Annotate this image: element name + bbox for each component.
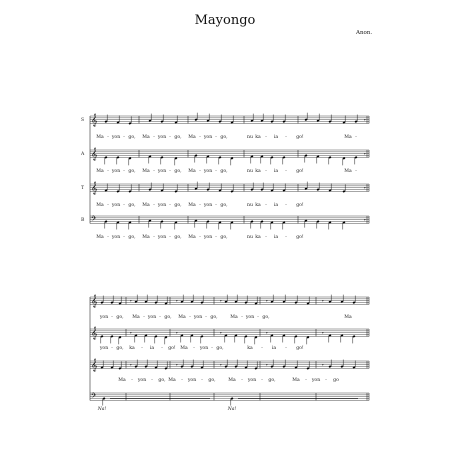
lyric-syllable: Ma [178,315,186,320]
tie-line [238,398,358,399]
lyric-syllable: go, [174,203,182,208]
lyric-syllable: ia [271,346,277,351]
lyric-syllable: yon [203,169,213,174]
lyric-syllable: - [151,378,153,383]
lyric-syllable: Ma [142,135,150,140]
lyric-syllable: yon [247,378,257,383]
lyric-syllable: go! [296,235,304,240]
treble-clef-icon: 𝄞 [91,358,98,372]
lyric-syllable: go, [220,203,228,208]
lyric-syllable: go! [296,346,304,351]
lyric-syllable: - [169,135,171,140]
lyric-syllable: - [265,169,267,174]
lyric-syllable: - [143,315,145,320]
treble-clef-icon: 𝄞 [91,113,98,127]
lyric-syllable: - [199,235,201,240]
lyric-syllable: Ma [344,169,352,174]
lyric-syllable: go, [208,378,216,383]
lyric-syllable: - [161,346,163,351]
lyric-syllable: yon [193,315,203,320]
rest-icon: 𝄾 [266,362,268,369]
lyric-syllable: - [107,135,109,140]
lyric-syllable: ka [255,203,261,208]
lyric-syllable: nu [247,235,253,240]
lyric-syllable: - [205,315,207,320]
lyric-syllable: go, [174,169,182,174]
lyric-syllable: go, [164,315,172,320]
lyric-syllable: - [153,203,155,208]
lyric-syllable: - [285,203,287,208]
lyric-syllable: yon [203,235,213,240]
lyric-syllable: ia [149,346,155,351]
rest-icon: 𝄾 [220,298,222,305]
lyric-syllable: - [169,235,171,240]
lyric-syllable: Ma [96,135,104,140]
rest-icon: 𝄾 [364,217,366,224]
lyric-syllable: go, [220,235,228,240]
rest-icon: 𝄾 [266,330,268,337]
rest-icon: 𝄾 [364,151,366,158]
voice-label: A [81,152,85,157]
lyric-syllable: go! [296,135,304,140]
lyric-syllable: - [111,315,113,320]
lyric-syllable: - [107,203,109,208]
piece-title: Mayongo [194,13,256,28]
treble-clef-icon: 𝄞 [91,181,98,195]
lyric-syllable: - [305,378,307,383]
bass-clef-icon: 𝄢 [91,215,97,224]
lyric-syllable: ia [273,203,279,208]
lyric-syllable: Ma [344,315,352,320]
lyric-syllable: - [153,169,155,174]
lyric-syllable: go, [262,315,270,320]
lyric-syllable: - [215,135,217,140]
lyric-syllable: go, [174,235,182,240]
lyric-syllable: - [215,203,217,208]
lyric-syllable: Ma [168,378,176,383]
lyric-syllable: - [199,135,201,140]
lyric-syllable: - [201,378,203,383]
rest-icon: 𝄾 [176,362,178,369]
lyric-syllable: - [193,346,195,351]
rest-icon: 𝄾 [176,298,178,305]
rest-icon: 𝄾 [176,330,178,337]
lyric-syllable: - [355,169,357,174]
lyric-syllable: - [123,169,125,174]
lyric-syllable: go! [296,203,304,208]
lyric-syllable: - [241,378,243,383]
lyric-syllable: Ma [118,378,126,383]
lyric-syllable: Ma [142,203,150,208]
lyric-syllable: yon [199,346,209,351]
lyric-syllable: - [107,169,109,174]
lyric-syllable: - [211,346,213,351]
lyric-syllable: go, [128,169,136,174]
lyric-syllable: ka [255,135,261,140]
bass-clef-icon: 𝄢 [91,392,97,401]
lyric-syllable: yon [111,169,121,174]
lyric-syllable: Ma [230,315,238,320]
lyric-syllable: - [215,169,217,174]
lyric-syllable: go! [168,346,176,351]
lyric-syllable: - [285,135,287,140]
lyric-syllable: yon [99,315,109,320]
lyric-syllable: nu [247,135,253,140]
lyric-syllable: - [111,346,113,351]
lyric-syllable: - [169,169,171,174]
lyric-syllable: Ma [188,235,196,240]
lyric-syllable: - [265,203,267,208]
lyric-syllable: Ma [188,169,196,174]
lyric-syllable: yon [187,378,197,383]
lyric-syllable: yon [203,203,213,208]
treble-clef-icon: 𝄞 [91,326,98,340]
lyric-syllable: - [285,169,287,174]
lyric-syllable: - [241,315,243,320]
rest-icon: 𝄾 [322,362,324,369]
lyric-syllable: yon [245,315,255,320]
lyric-syllable: go, [116,315,124,320]
voice-label: T [81,186,85,191]
lyric-syllable: yon [157,235,167,240]
lyric-syllable: - [265,235,267,240]
lyric-syllable: go! [296,169,304,174]
lyric-syllable: go, [220,135,228,140]
lyric-syllable: - [355,135,357,140]
lyric-syllable: ka [129,346,135,351]
lyric-syllable: ia [273,235,279,240]
lyric-syllable: go [333,378,339,383]
lyric-syllable: go, [128,135,136,140]
lyric-syllable: yon [111,203,121,208]
lyric-syllable: ka [255,235,261,240]
lyric-syllable: - [257,315,259,320]
lyric-syllable: Na! [97,407,107,412]
lyric-syllable: go, [128,203,136,208]
lyric-syllable: - [159,315,161,320]
lyric-syllable: - [325,378,327,383]
lyric-syllable: go, [210,315,218,320]
rest-icon: 𝄾 [220,362,222,369]
lyric-syllable: Ma [180,346,188,351]
lyric-syllable: - [181,378,183,383]
rest-icon: 𝄾 [322,298,324,305]
lyric-syllable: Ma [292,378,300,383]
lyric-syllable: - [189,315,191,320]
rest-icon: 𝄾 [130,330,132,337]
lyric-syllable: Ma [142,169,150,174]
lyric-syllable: Ma [188,135,196,140]
lyric-syllable: go, [174,135,182,140]
lyric-syllable: Ma [344,135,352,140]
lyric-syllable: yon [137,378,147,383]
lyric-syllable: - [107,235,109,240]
lyric-syllable: Ma [188,203,196,208]
lyric-syllable: ka [255,169,261,174]
lyric-syllable: - [199,203,201,208]
lyric-syllable: go, [158,378,166,383]
lyric-syllable: Ma [96,235,104,240]
lyric-syllable: yon [157,203,167,208]
rest-icon: 𝄾 [364,117,366,124]
lyric-syllable: - [141,346,143,351]
lyric-syllable: Ma [228,378,236,383]
composer-credit: Anon. [356,30,373,36]
lyric-syllable: - [123,135,125,140]
lyric-syllable: Ma [96,203,104,208]
lyric-syllable: go, [216,346,224,351]
lyric-syllable: ka [247,346,253,351]
lyric-syllable: - [169,203,171,208]
lyric-syllable: ia [273,169,279,174]
lyric-syllable: - [153,235,155,240]
treble-clef-icon: 𝄞 [91,294,98,308]
lyric-syllable: go, [128,235,136,240]
lyric-syllable: - [285,235,287,240]
lyric-syllable: - [285,346,287,351]
lyric-syllable: yon [111,235,121,240]
lyric-syllable: - [199,169,201,174]
lyric-syllable: go, [268,378,276,383]
lyric-syllable: yon [157,135,167,140]
lyric-syllable: yon [99,346,109,351]
lyric-syllable: - [215,235,217,240]
lyric-syllable: nu [247,169,253,174]
rest-icon: 𝄾 [322,330,324,337]
lyric-syllable: - [123,235,125,240]
lyric-syllable: - [131,378,133,383]
lyric-syllable: ia [273,135,279,140]
voice-label: S [81,118,85,123]
tie-line [110,398,210,399]
lyric-syllable: Ma [132,315,140,320]
lyric-syllable: yon [311,378,321,383]
rest-icon: 𝄾 [130,362,132,369]
lyric-syllable: Ma [142,235,150,240]
lyric-syllable: nu [247,203,253,208]
lyric-syllable: go, [220,169,228,174]
lyric-syllable: - [261,378,263,383]
rest-icon: 𝄾 [220,330,222,337]
rest-icon: 𝄾 [266,298,268,305]
lyric-syllable: yon [147,315,157,320]
treble-clef-icon: 𝄞 [91,147,98,161]
lyric-syllable: Na! [227,407,237,412]
lyric-syllable: yon [157,169,167,174]
lyric-syllable: - [265,135,267,140]
lyric-syllable: - [153,135,155,140]
lyric-syllable: yon [203,135,213,140]
lyric-syllable: yon [111,135,121,140]
voice-label: B [81,218,85,223]
lyric-syllable: - [261,346,263,351]
rest-icon: 𝄾 [364,185,366,192]
lyric-syllable: go, [116,346,124,351]
rest-icon: 𝄾 [130,298,132,305]
lyric-syllable: - [123,203,125,208]
lyric-syllable: Ma [96,169,104,174]
